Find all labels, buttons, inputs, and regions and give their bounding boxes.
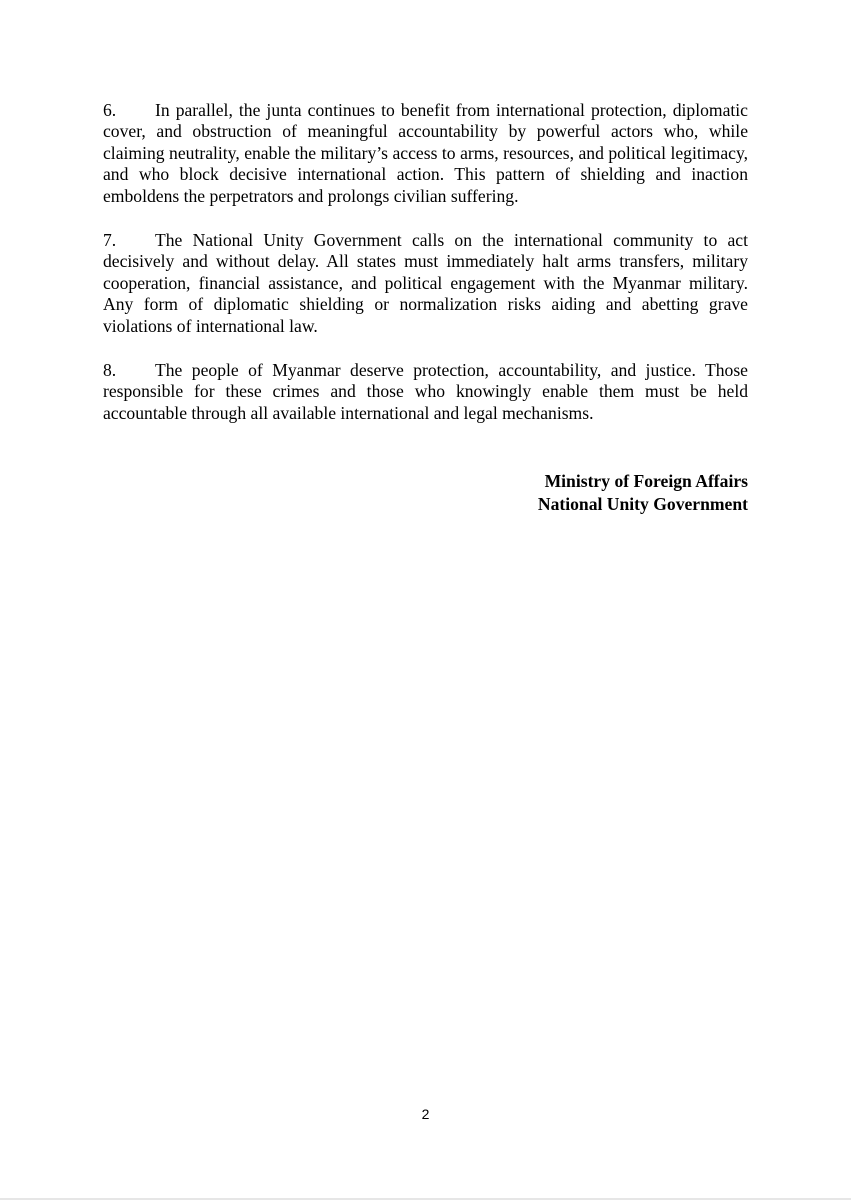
document-body bbox=[103, 100, 748, 447]
paragraph-number: 6. bbox=[103, 100, 117, 120]
paragraph-number: 7. bbox=[103, 230, 117, 251]
paragraph-text: The people of Myanmar deserve protection, accountability, and justice. Those responsible for these crimes and those who knowingly enable them must be held accountable through all available international and legal mechanisms. bbox=[103, 360, 748, 423]
signature-ministry: Ministry of Foreign Affairs bbox=[544, 471, 748, 491]
paragraph-text: The National Unity Government calls on the international community to act decisively and without delay. All states must immediately halt arms transfers, military cooperation, financial assistance, and political engagement with the Myanmar military. Any form of diplomatic shielding or normalization risks aiding and abetting grave violations of international law. bbox=[103, 230, 748, 336]
paragraph-number: 8. bbox=[103, 360, 117, 381]
paragraph-8 bbox=[103, 360, 748, 424]
paragraph-7 bbox=[103, 230, 748, 337]
paragraph-6 bbox=[103, 100, 748, 207]
signature-government: National Unity Government bbox=[537, 494, 748, 514]
paragraph-text: In parallel, the junta continues to benefit from international protection, diplomatic cover, and obstruction of meaningful accountability by powerful actors who, while claiming neutrality, enable the military’s access to arms, resources, and political legitimacy, and who block decisive international action. This pattern of shielding and inaction emboldens the perpetrators and prolongs civilian suffering. bbox=[103, 100, 748, 206]
page-number: 2 bbox=[421, 1106, 430, 1122]
signature-block bbox=[538, 470, 748, 516]
